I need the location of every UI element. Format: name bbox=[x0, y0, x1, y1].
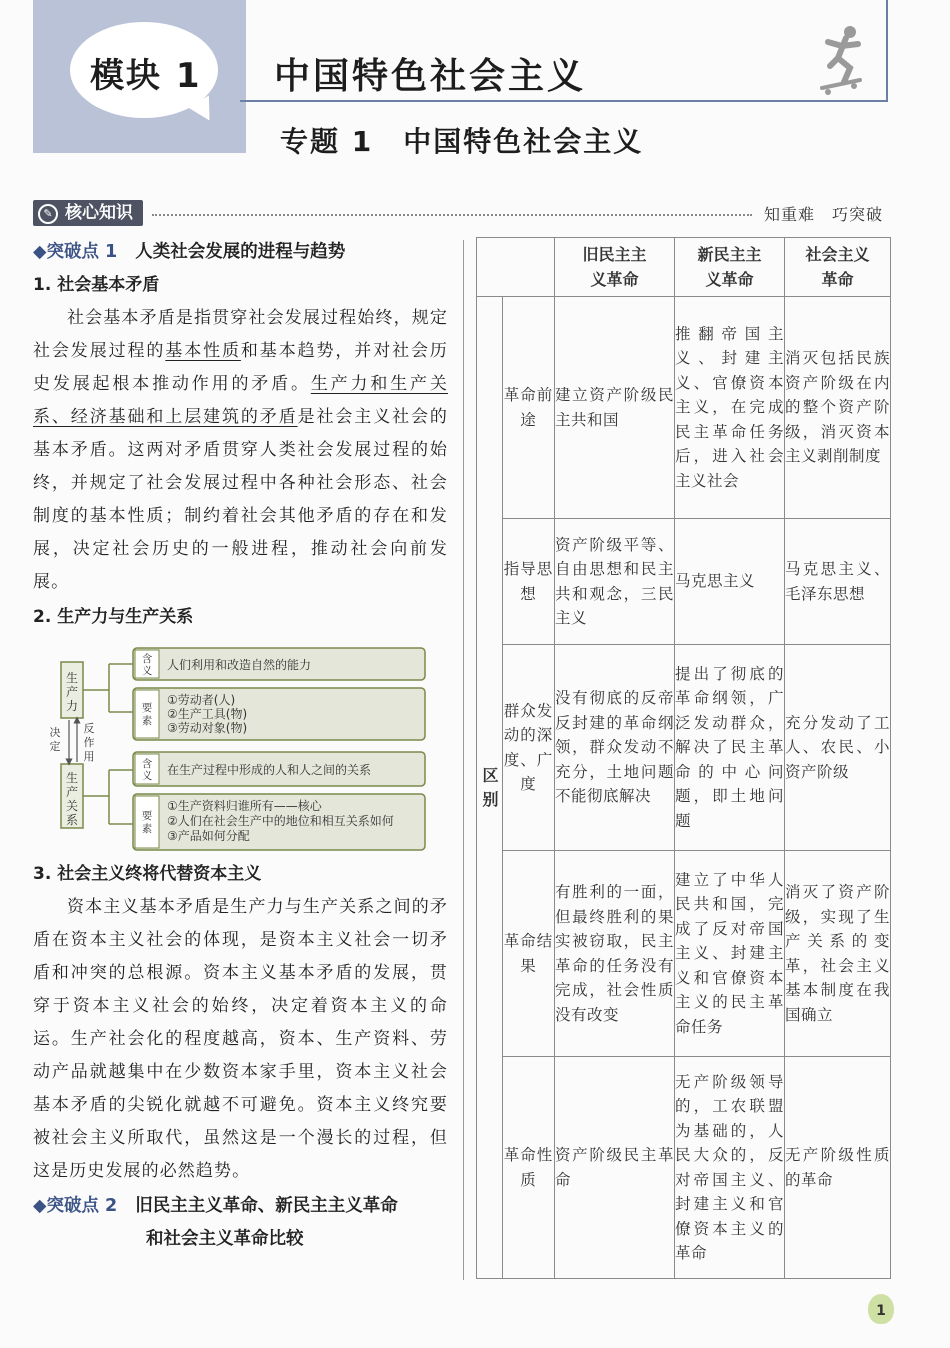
module-label: 模块 1 bbox=[90, 56, 202, 96]
pf-meaning: 人们利用和改造自然的能力 bbox=[167, 658, 312, 672]
svg-text:素: 素 bbox=[141, 823, 153, 835]
pf-item: ②生产工具(物) bbox=[167, 707, 248, 721]
header-rule-vertical bbox=[886, 0, 888, 102]
section-heading-1: 1. 社会基本矛盾 bbox=[33, 275, 160, 295]
svg-text:义: 义 bbox=[141, 665, 153, 677]
cell-old: 资产阶级平等、自由思想和民主共和观念，三民主义 bbox=[555, 519, 675, 645]
pf-item: ③劳动对象(物) bbox=[167, 721, 248, 735]
svg-text:关: 关 bbox=[65, 799, 79, 813]
cell-soc: 消灭包括民族资产阶级在内的整个资产阶级，消灭资本主义剥削制度 bbox=[785, 297, 891, 519]
section-heading-2: 2. 生产力与生产关系 bbox=[33, 607, 194, 627]
section-heading-3: 3. 社会主义终将代替资本主义 bbox=[33, 864, 262, 884]
pr-meaning: 在生产过程中形成的人和人之间的关系 bbox=[167, 763, 372, 777]
core-knowledge-badge: 核心知识 bbox=[33, 200, 143, 226]
svg-text:要: 要 bbox=[141, 702, 153, 714]
svg-text:系: 系 bbox=[65, 813, 79, 827]
cell-old: 资产阶级民主革命 bbox=[555, 1057, 675, 1279]
cell-new: 提出了彻底的革命纲领，广泛发动群众，解决了民主革命的中心问题，即土地问题 bbox=[675, 645, 785, 851]
col-header-new: 新民主主义革命 bbox=[675, 238, 785, 297]
dotted-divider bbox=[152, 214, 752, 216]
pr-item: ②人们在社会生产中的地位和相互关系如何 bbox=[167, 814, 394, 828]
cell-new: 无产阶级领导的，工农联盟为基础的，人民大众的，反对帝国主义、封建主义和官僚资本主义的革命 bbox=[675, 1057, 785, 1279]
row-label: 革命前途 bbox=[503, 297, 555, 519]
module-title: 中国特色社会主义 bbox=[274, 56, 587, 97]
left-column bbox=[33, 236, 448, 634]
col-header-soc: 社会主义革命 bbox=[785, 238, 891, 297]
cell-new: 建立了中华人民共和国，完成了反对帝国主义、封建主义和官僚资本主义的民主革命任务 bbox=[675, 851, 785, 1057]
svg-text:产: 产 bbox=[65, 785, 79, 799]
cell-old: 没有彻底的反帝反封建的革命纲领，群众发动不充分，土地问题不能彻底解决 bbox=[555, 645, 675, 851]
left-column-lower bbox=[33, 858, 448, 1256]
productivity-label: 生 bbox=[65, 671, 79, 685]
cell-old: 有胜利的一面，但最终胜利的果实被窃取，民主革命的任务没有完成，社会性质没有改变 bbox=[555, 851, 675, 1057]
svg-text:素: 素 bbox=[141, 715, 153, 727]
cell-soc: 无产阶级性质的革命 bbox=[785, 1057, 891, 1279]
pencil-note-icon: ✎ bbox=[38, 204, 58, 224]
cell-soc: 消灭了资产阶级，实现了生产关系的变革，社会主义基本制度在我国确立 bbox=[785, 851, 891, 1057]
svg-text:用: 用 bbox=[83, 750, 95, 763]
diamond-icon: ◆ bbox=[33, 242, 47, 262]
svg-text:产: 产 bbox=[65, 685, 79, 699]
skateboarder-icon bbox=[800, 22, 880, 102]
col-header-old: 旧民主主义革命 bbox=[555, 238, 675, 297]
svg-text:决: 决 bbox=[49, 726, 61, 739]
row-label: 革命结果 bbox=[503, 851, 555, 1057]
svg-text:反: 反 bbox=[83, 722, 95, 735]
column-divider bbox=[463, 240, 464, 1280]
svg-text:含: 含 bbox=[141, 758, 153, 770]
breakthrough-2-heading: ◆突破点 2 旧民主主义革命、新民主主义革命 bbox=[33, 1196, 398, 1216]
row-label: 群众发动的深度、广度 bbox=[503, 645, 555, 851]
row-label: 革命性质 bbox=[503, 1057, 555, 1279]
cell-soc: 充分发动了工人、农民、小资产阶级 bbox=[785, 645, 891, 851]
group-label: 区别 bbox=[477, 297, 503, 1279]
diamond-icon: ◆ bbox=[33, 1196, 47, 1216]
table-row bbox=[477, 519, 891, 645]
productivity-relations-diagram bbox=[33, 640, 448, 860]
topic-title: 专题 1 中国特色社会主义 bbox=[280, 125, 644, 158]
row-label: 指导思想 bbox=[503, 519, 555, 645]
svg-text:义: 义 bbox=[141, 770, 153, 782]
svg-text:要: 要 bbox=[141, 810, 153, 822]
table-row bbox=[477, 1057, 891, 1279]
table-row bbox=[477, 645, 891, 851]
pr-item: ①生产资料归谁所有——核心 bbox=[167, 799, 322, 813]
breakthrough-2-heading-line2: 和社会主义革命比较 bbox=[146, 1229, 304, 1249]
pf-item: ①劳动者(人) bbox=[167, 693, 236, 707]
cell-new: 推翻帝国主义、封建主义、官僚资本主义，在完成民主革命任务后，进入社会主义社会 bbox=[675, 297, 785, 519]
cell-soc: 马克思主义、毛泽东思想 bbox=[785, 519, 891, 645]
page-number: 1 bbox=[868, 1294, 894, 1324]
table-corner bbox=[477, 238, 555, 297]
revolution-comparison-table bbox=[476, 237, 891, 1279]
cell-old: 建立资产阶级民主共和国 bbox=[555, 297, 675, 519]
svg-text:力: 力 bbox=[65, 699, 79, 713]
header-rule bbox=[240, 100, 888, 102]
svg-text:作: 作 bbox=[83, 736, 95, 749]
svg-text:定: 定 bbox=[49, 740, 61, 753]
table-row bbox=[477, 297, 891, 519]
pr-item: ③产品如何分配 bbox=[167, 829, 250, 843]
paragraph-basic-contradiction: 社会基本矛盾是指贯穿社会发展过程始终，规定社会发展过程的基本性质和基本趋势，并对社会历史发展起根本推动作用的矛盾。生产力和生产关系、经济基础和上层建筑的矛盾是社会主义社会的基本矛盾。这两对矛盾贯穿人类社会发展过程的始终，并规定了社会发展过程中各种社会形态、社会制度的基本性质；制约着社会其他矛盾的存在和发展，决定社会历史的一般进程，推动社会向前发展。 bbox=[33, 308, 448, 592]
breakthrough-1-heading: ◆突破点 1 人类社会发展的进程与趋势 bbox=[33, 242, 346, 262]
section-tagline: 知重难 巧突破 bbox=[764, 205, 884, 224]
svg-text:含: 含 bbox=[141, 653, 153, 665]
cell-new: 马克思主义 bbox=[675, 519, 785, 645]
table-header-row bbox=[477, 238, 891, 297]
relations-label: 生 bbox=[65, 771, 79, 785]
table-row bbox=[477, 851, 891, 1057]
paragraph-capitalism: 资本主义基本矛盾是生产力与生产关系之间的矛盾在资本主义社会的体现，是资本主义社会一切矛盾和冲突的总根源。资本主义基本矛盾的发展，贯穿于资本主义社会的始终，决定着资本主义的命运。生产社会化的程度越高，资本、生产资料、劳动产品就越集中在少数资本家手里，资本主义社会基本矛盾的尖锐化就越不可避免。资本主义终究要被社会主义所取代，虽然这是一个漫长的过程，但这是历史发展的必然趋势。 bbox=[33, 897, 448, 1181]
